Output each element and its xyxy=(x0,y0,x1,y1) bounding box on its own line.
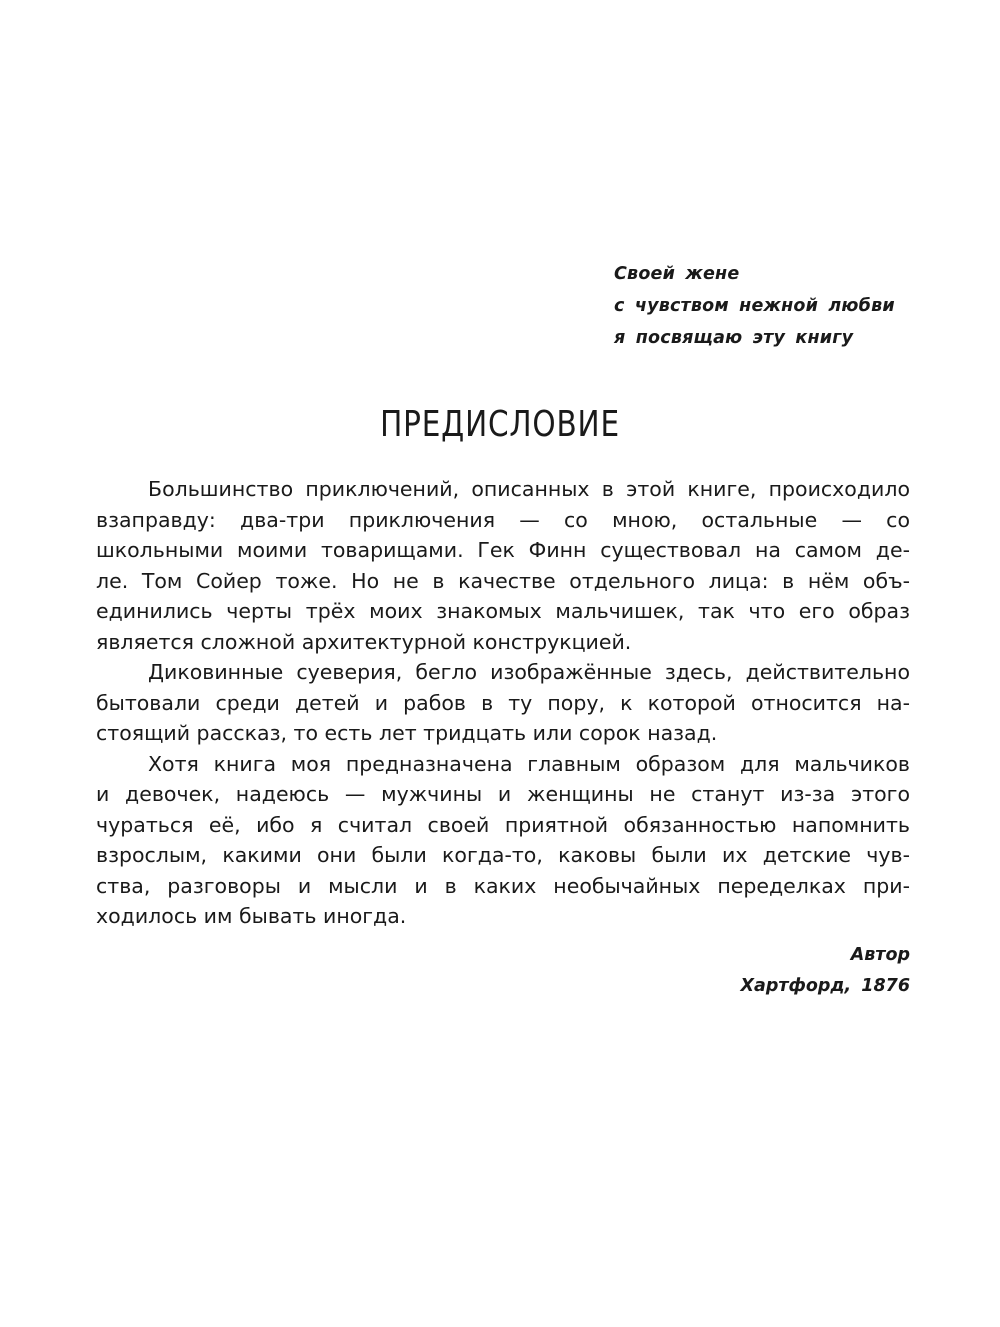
signature xyxy=(600,940,910,1002)
preface-body xyxy=(96,474,910,932)
preface-line: взаправду: два-три приключения — со мною, остальные — со xyxy=(96,507,910,532)
preface-line: школьными моими товарищами. Гек Финн существовал на самом де- xyxy=(96,538,910,562)
dedication xyxy=(614,258,954,354)
signature-author: Автор xyxy=(850,945,910,965)
preface-line: Диковинные суеверия, бегло изображённые здесь, действительно xyxy=(148,660,910,684)
preface-line: ле. Том Сойер тоже. Но не в качестве отдельного лица: в нём объ- xyxy=(96,568,910,593)
preface-paragraph xyxy=(96,474,910,657)
preface-line: является сложной архитектурной конструкцией. xyxy=(96,629,632,654)
preface-paragraph xyxy=(96,749,910,932)
preface-paragraph xyxy=(96,657,910,749)
preface-title: ПРЕДИСЛОВИЕ xyxy=(380,404,620,445)
dedication-line: Своей жене xyxy=(614,264,740,284)
preface-line: и девочек, надеюсь — мужчины и женщины не станут из-за этого xyxy=(96,782,910,806)
preface-line: единились черты трёх моих знакомых мальчишек, так что его образ xyxy=(96,599,910,623)
signature-place-date: Хартфорд, 1876 xyxy=(740,976,910,996)
dedication-line: с чувством нежной любви xyxy=(614,296,895,316)
preface-line: взрослым, какими они были когда-то, каковы были их детские чув- xyxy=(96,843,910,867)
preface-line: ства, разговоры и мысли и в каких необычайных переделках при- xyxy=(96,873,910,898)
preface-line: бытовали среди детей и рабов в ту пору, к которой относится на- xyxy=(96,690,910,715)
preface-line: стоящий рассказ, то есть лет тридцать или сорок назад. xyxy=(96,721,718,745)
preface-line: Хотя книга моя предназначена главным образом для мальчиков xyxy=(148,751,910,776)
preface-line: ходилось им бывать иногда. xyxy=(96,904,407,928)
preface-line: чураться её, ибо я считал своей приятной обязанностью напомнить xyxy=(96,812,910,837)
preface-line: Большинство приключений, описанных в этой книге, происходило xyxy=(148,477,910,501)
dedication-line: я посвящаю эту книгу xyxy=(614,328,854,348)
